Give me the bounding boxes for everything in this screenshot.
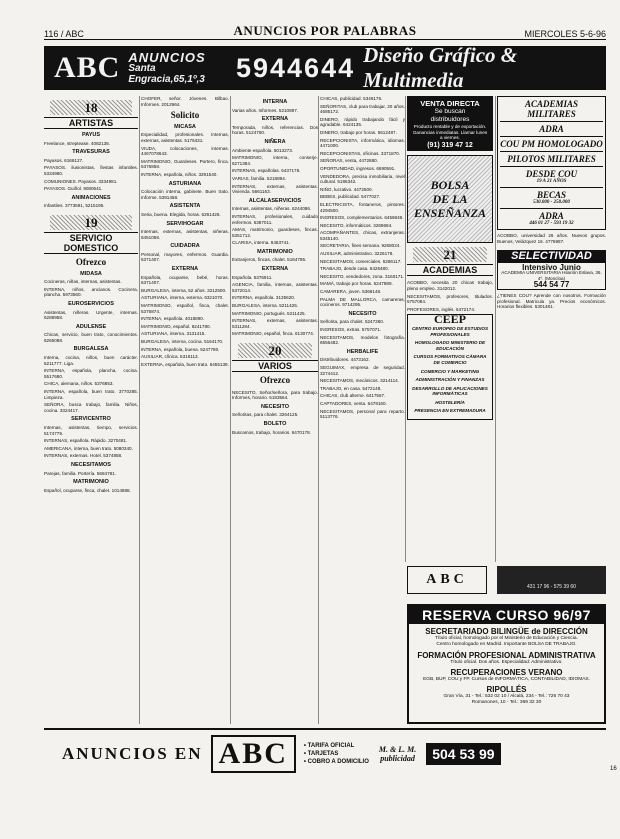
classified-item: AMAS, matrimonio, guardeses, fincas. 5351712. xyxy=(232,227,318,238)
classified-item: SEÑORA, busca trabajo, familia. Niños, cocina. 3324417. xyxy=(44,402,138,413)
classified-item: INGRESOS, extras. 5757071. xyxy=(320,327,382,332)
column-divider xyxy=(405,96,406,562)
banner-address: Santa Engracia,65,1º,3 xyxy=(128,62,205,85)
ad-line: CURSOS FORMATIVOS CÁMARA DE COMERCIO xyxy=(413,354,487,365)
section-academias xyxy=(407,247,493,276)
classified-item: VIUDA, colocaciones, internas. 4467078643. xyxy=(141,145,229,157)
column-1 xyxy=(44,96,138,495)
classified-list xyxy=(44,133,138,209)
ad-line: DESDE COU xyxy=(525,169,578,179)
classified-item: Infantiles. 3773591, 5215195. xyxy=(44,203,105,209)
classified-item: Internas, externas, asistentas, niñeras. 8451058. xyxy=(141,229,229,240)
column-divider xyxy=(495,96,496,562)
ad-subtitle: Intensivo Junio xyxy=(522,262,581,272)
category-heading: NECESITAMOS xyxy=(71,461,111,468)
classified-item: RECEPCIONISTA, informática, idiomas. 4471000. xyxy=(320,137,405,149)
ad-subtitle: Se buscan xyxy=(434,108,466,115)
classified-item: Freelance, streptease. 4082136. xyxy=(44,140,111,146)
classified-item: INTERNA, española, buen trato. 3770285. Limpieza. xyxy=(44,389,138,400)
classified-item: MATRIMONIO, Guardeses. Portero, finca. 5376858. xyxy=(141,158,229,170)
ad-text: Producto rentable y de exportación. Ganancias inmediatas. Llamar lunes a viernes. xyxy=(412,124,488,141)
classified-item: Español, ocuparse, finca, chalet. 1014888. xyxy=(44,487,131,493)
classified-item: INTERNA, niños, ancianos. Cocinera, plancha. 5973560. xyxy=(44,286,138,298)
banner-label-block xyxy=(128,49,228,85)
ad-subline: 530.000 - 250.000 xyxy=(533,200,570,205)
ad-line: HOSTELERÍA xyxy=(435,399,465,405)
category-heading: MIDASA xyxy=(80,270,102,277)
classified-item: Internas, asistentas, tiempo, servicios. 5174779. xyxy=(44,425,138,436)
ad-divider xyxy=(500,187,603,188)
classified-item: Española. 5376911. xyxy=(232,274,273,280)
classified-item: Personal, mayores, enfermos. Guardia. 6371407. xyxy=(141,251,229,263)
classified-item: NECESITAMOS, mecánicos. 3214114. xyxy=(320,378,399,384)
venta-directa-ad xyxy=(407,96,493,151)
classified-item: CHICAS, publicidad. 5346176. xyxy=(320,96,383,101)
section-servicio xyxy=(44,215,138,254)
category-heading: CUIDADRA xyxy=(170,243,200,250)
ad-heading: SECRETARIADO BILINGÜE de DIRECCIÓN xyxy=(425,627,588,636)
classified-item: MATRIMONIO, español. 6241780. xyxy=(141,323,211,329)
classified-item: NECESITAMOS, comerciales. 5286117. xyxy=(320,258,402,264)
ad-divider xyxy=(500,136,603,137)
classified-item: Temporada, niños, referencias. Dos horas. 5124760. xyxy=(232,124,318,136)
section-name: SERVICIO DOMESTICO xyxy=(44,232,138,254)
ceep-ad xyxy=(407,314,493,420)
column-4 xyxy=(320,96,405,422)
classified-list xyxy=(141,125,229,368)
category-heading: EXTERNA xyxy=(261,116,289,123)
footer-ad xyxy=(44,728,606,778)
bolsa-ad xyxy=(407,155,493,243)
classified-item: Chicas, servicio, buen trato, conocimientos. 6265088. xyxy=(44,332,138,343)
classified-item: ACOBBO, universidad 26 años. Nuevos grupos. Buenos, Velázquez 16. 4776987. xyxy=(497,233,606,244)
ad-subtitle: distribuidores xyxy=(430,116,470,123)
ad-line: COMERCIO Y MARKETING xyxy=(420,368,480,374)
classified-item: INTERNAS, externas, asistentas. 5311284. xyxy=(232,318,318,329)
bolsa-line: BOLSA xyxy=(430,178,470,193)
classified-item: INTERNAS, externas, asistentas. Vivienda. 5661163. xyxy=(232,183,318,195)
banner-brand: ABC xyxy=(54,51,121,84)
classified-item: VARIAS, familia. 5218894. xyxy=(232,175,287,181)
ad-line: DESARROLLO DE APLICACIONES INFORMÁTICAS xyxy=(412,385,488,397)
classified-item: CAMARERA, joven. 5366148. xyxy=(320,289,382,295)
classified-item: Extranjeros, fincas, chalet. 5164795. xyxy=(232,257,307,263)
ad-line: HOMOLOGADO MINISTERIO DE EDUCACIÓN xyxy=(414,340,486,351)
ad-heading: FORMACIÓN PROFESIONAL ADMINISTRATIVA xyxy=(417,650,596,660)
classified-item: DINERO, trabajo por horas. 5612487. xyxy=(320,129,397,135)
ad-line: PRESENCIA EN EXTREMADURA xyxy=(414,408,486,414)
classified-item: CLARISA, interna. 6463741. xyxy=(232,240,290,246)
ad-heading: RECUPERACIONES VERANO xyxy=(450,668,563,678)
ad-text: ACADEMIA UNIVERSITARIA Hilarión Eslava, 36. 4º. (Moncloa) xyxy=(501,270,602,281)
category-heading: ALCALASERVICIOS xyxy=(248,197,302,204)
classified-item: Señoritas, para chalet. 3264125. xyxy=(232,412,299,418)
column-divider xyxy=(139,96,140,724)
classified-item: MATRIMONIO, portugués. 5211425. xyxy=(232,310,306,316)
category-heading: EUROSERVICIOS xyxy=(68,300,114,307)
classified-item: CHICAS, club alterne. 6417567. xyxy=(320,393,386,399)
classified-item: CHOFER, señor. Jóvenes. Bilbao. Informes. 2012964. xyxy=(141,96,229,107)
classified-item: Cocineras, niñas, internas, asistentas. xyxy=(44,279,122,285)
classified-item: INTERNA, española. 4018890. xyxy=(141,316,205,322)
classified-item: Colocación interna, gabinete. Buen trato. Informe. 5391458. xyxy=(141,189,229,200)
classified-item: ELECTRICISTA, fontaneros, pintores. 4294500. xyxy=(320,201,405,213)
ofrezco-heading: Ofrezco xyxy=(259,375,291,385)
classified-item: Interna, cocina, niños, buen carácter. 5211777. Liga. xyxy=(44,355,138,366)
classified-item: PAYASOS. Guiñol. 9080641. xyxy=(44,186,103,192)
classified-item: Asistentas, niñeras. Urgente, internas. 6288958. xyxy=(44,309,138,321)
classified-item: Señorita, para chalet. 5247360. xyxy=(320,319,385,325)
classified-item: TRABAJO, desde casa. 6426480. xyxy=(320,266,389,272)
page-title: ANUNCIOS POR PALABRAS xyxy=(233,23,417,38)
classified-item: AUXILIAR, administrativo. 3226178. xyxy=(320,251,394,257)
classified-item: MATRIMONIO, español, finca. 6130774. xyxy=(232,331,315,337)
classified-item: RECEPCIONISTAS, oficinas. 3371870. xyxy=(320,150,401,156)
ad-title: ACADEMIAS MILITARES xyxy=(524,99,579,119)
section-number: 18 xyxy=(50,100,132,115)
footer-item: • TARJETAS xyxy=(303,751,339,757)
footer-text: ANUNCIOS EN xyxy=(62,744,203,763)
classified-item: INTERNAS, españolas. 6437178. xyxy=(232,168,301,174)
ofrezco-heading: Ofrezco xyxy=(75,256,107,267)
category-heading: ASISTENTA xyxy=(169,203,201,210)
classified-item: MATRIMONIO, español, finca, chalet. 5376874. xyxy=(141,303,229,314)
classified-item: Especialidad, profesionales. Internas, externas, asistentas. 5176431. xyxy=(141,132,229,143)
banner-tagline: Diseño Gráfico & Multimedia xyxy=(363,43,518,92)
classified-item: NECESITO, vendedores, zona. 3160171. xyxy=(320,273,405,279)
category-heading: ADULENSE xyxy=(75,323,107,330)
classified-item: SECRETARIA, fines semana. 9268024. xyxy=(320,243,401,249)
banner-phone: 5944644 xyxy=(235,52,356,83)
ad-text: EGB, BUP, COU y FP. Cursos de INFORMÁTICA, CONTABILIDAD, IDIOMAS. xyxy=(423,677,590,683)
category-heading: HERBALIFE xyxy=(346,348,379,355)
solicito-heading: Solicito xyxy=(170,110,200,121)
classified-item: Española, ocuparse, bebé, horas. 6371407. xyxy=(141,274,229,286)
classified-item: BURGALESA, interna, 52 años. 3212500. xyxy=(141,287,227,293)
classified-item: PALMA DE MALLORCA, camareras, cocineros. 9714295. xyxy=(320,296,405,308)
footer-item: • TARIFA OFICIAL xyxy=(303,743,355,749)
ad-line: ADRA xyxy=(539,211,564,221)
classified-item: INTERNA, española. 3135620. xyxy=(232,295,296,301)
footer-item: • COBRO A DOMICILIO xyxy=(303,759,369,765)
classified-list xyxy=(141,96,229,107)
category-heading: EXTERNA xyxy=(171,266,199,273)
ad-phone: 544 54 77 xyxy=(533,279,570,289)
venta-directa-body xyxy=(408,97,492,150)
column-5 xyxy=(407,96,493,424)
ad-line: ADRA xyxy=(539,124,564,134)
ad-title: SELECTIVIDAD xyxy=(498,251,605,263)
section-name: VARIOS xyxy=(232,360,318,372)
category-heading: ASTURIANA xyxy=(168,180,202,187)
column-2 xyxy=(141,96,229,369)
ad-brand: RIPOLLÉS xyxy=(486,685,527,695)
classified-list xyxy=(232,100,318,337)
footer-brand: ABC xyxy=(211,735,296,773)
classified-item: Varias años. Informes. 5210897. xyxy=(232,107,299,113)
agency-block xyxy=(379,745,416,763)
classified-item: VENDEDORA, precisa inmobiliaria, nivel cultural. 5186342. xyxy=(320,173,405,185)
classified-item: SEGUIMAX, empresa de seguridad. 3274412. xyxy=(320,364,405,376)
classified-item: INGRESOS, complementarios. 6456848. xyxy=(320,215,404,221)
classified-item: NECESITAMOS, profesores, titulados. 5757084. xyxy=(407,293,493,305)
classified-item: ACOMPAÑANTES, chicas, extranjeras. 5345140. xyxy=(320,230,405,241)
category-heading: NIÑERA xyxy=(264,138,286,145)
classified-item: INTERNA, española, niños. 3291540. xyxy=(141,171,218,177)
category-heading: INTERNA xyxy=(262,99,288,105)
ad-divider xyxy=(500,121,603,122)
classified-item: INTERNAS, española. Rápido. 3270481. xyxy=(44,438,128,444)
classified-item: NECESITAMOS, modelos fotografía. 6556482. xyxy=(320,334,405,346)
classified-item: Payasos. 6166127. xyxy=(44,157,84,163)
classified-item: INTERNAS, profesionales, cuidado enfermos. 5387011. xyxy=(232,213,318,225)
reserva-curso-ad xyxy=(407,604,606,724)
ad-title: VENTA DIRECTA xyxy=(420,99,480,108)
ad-text: Título oficial, homologado por el Ministerio de Educación y Ciencia. xyxy=(435,636,578,641)
category-heading: TRAVESURAS xyxy=(72,149,110,156)
classified-list xyxy=(407,280,493,312)
classified-item: NECESITO, Señor/señora, para trabajo. Informes, horario. 5183564. xyxy=(232,389,318,401)
category-heading: SERVICENTRO xyxy=(71,416,111,423)
section-name: ACADEMIAS xyxy=(407,264,493,276)
classified-item: Ambiente española. 5013273. xyxy=(232,147,294,153)
category-heading: MATRIMONIO xyxy=(257,248,293,255)
ad-line: PILOTOS MILITARES xyxy=(507,154,596,164)
ad-phone: 446 01 27 - 593 19 32 xyxy=(529,221,574,226)
classified-item: CHICA, alemana, niños. 5376853. xyxy=(44,381,114,387)
abc-ad: ABC xyxy=(407,566,487,594)
classified-item: AGENCIA, familia, internas, asistentas. 5372014. xyxy=(232,282,318,293)
ad-text: Título oficial. Dos años. Especialidad: Administrativo. xyxy=(450,659,563,665)
ad-subline: 19 A 21 AÑOS xyxy=(536,179,567,184)
banner-label: ANUNCIOS xyxy=(128,49,206,65)
academias-militares-ad xyxy=(497,96,606,230)
classified-item: Buscamos, trabajo, horarios. 6470178. xyxy=(232,429,311,435)
selectividad-ad xyxy=(497,250,606,290)
bolsa-line: ENSEÑANZA xyxy=(413,206,487,221)
agency-sub: publicidad xyxy=(380,754,415,763)
classified-item: Internas, asistentas, niñeras. 6244086. xyxy=(232,206,312,212)
ad-divider xyxy=(500,208,603,209)
classified-item: CAPTADORES, venta. 6478160. xyxy=(320,400,387,406)
ad-divider xyxy=(500,166,603,167)
page-header xyxy=(44,24,606,40)
section-number: 20 xyxy=(238,343,312,358)
ad-title: CEEP xyxy=(433,312,466,327)
category-heading: NECESITO xyxy=(260,403,289,410)
ad-title: RESERVA CURSO 96/97 xyxy=(409,606,604,624)
category-heading: PAYUS xyxy=(81,132,101,138)
classified-item: INTERNAS, externas. Hotel. 5374858. xyxy=(44,453,123,459)
footer-list xyxy=(304,742,369,766)
classified-item: PAYASOS. ilusionistas, fiestas infantiles. 5334980. xyxy=(44,165,138,176)
category-heading: BURGALESA xyxy=(73,346,109,353)
page-date: MIERCOLES 5-6-96 xyxy=(524,29,606,39)
classified-item: ASTURIANA, interna. 3131415. xyxy=(141,331,206,337)
classified-list xyxy=(232,390,318,436)
column-6 xyxy=(497,96,606,312)
classified-item: AMERICANA, interna, buen trato. 5080340. xyxy=(44,445,133,451)
section-varios xyxy=(232,343,318,372)
category-heading: MATRIMONIO xyxy=(73,479,109,486)
classified-item: INTERNA, española, buena. 5247780. xyxy=(141,346,220,352)
ad-address: Romanones, 10 - Tel.: 369 32 30 xyxy=(471,699,542,705)
classified-item: NECESITAMOS, personal para reparto. 5113776. xyxy=(320,408,405,420)
category-heading: ANIMACIONES xyxy=(71,194,111,201)
ad-line: CENTRO EUROPEO DE ESTUDIOS PROFESIONALES xyxy=(411,325,489,337)
classified-item: Seria, buena. Elegida, horas. 6261426. xyxy=(141,211,221,217)
section-name: ARTISTAS xyxy=(44,117,138,129)
bolsa-line: DE LA xyxy=(432,192,468,207)
classified-item: OPORTUNIDAD, ingresos. 6690591. xyxy=(320,165,396,171)
classified-item: MAMÁ, trabajo por horas. 5247889. xyxy=(320,281,393,287)
ad-address: Gran Vía, 31 - Tel.: 532 02 10 / Alcalá, 234 - Tel.: 726 70 43 xyxy=(443,694,570,700)
category-heading: SERVIHOGAR xyxy=(166,220,204,227)
category-heading: BOLETO xyxy=(263,420,287,427)
column-3 xyxy=(232,96,318,437)
classified-item: NECESITO, informáticos. 3269684. xyxy=(320,222,393,228)
classified-item: MATRIMONIO, interna, conserje. 6271384. xyxy=(232,155,318,166)
classified-item: SEÑORITAS, club para trabajar, 20 años. 4685172. xyxy=(320,103,405,115)
classified-item: TRABAJO, en casa. 5472148. xyxy=(320,385,382,391)
classified-item: COMUNIONES. Payasos. 3334981. xyxy=(44,178,118,184)
page-section: 116 / ABC xyxy=(44,29,84,39)
classified-item: Distribuidores. 4473162. xyxy=(320,357,370,363)
classified-item: ASTURIANA, interna, externa. 6321070. xyxy=(141,295,224,301)
classified-item: PROFESORES, inglés. 6472174. xyxy=(407,306,476,312)
classified-list xyxy=(320,96,405,308)
classified-item: ACOBBO, necesita 20 chicas trabajo, pleno empleo. 3142012. xyxy=(407,280,493,291)
section-number: 21 xyxy=(413,247,487,262)
phone-strip-ad: 431 17 96 - 575 39 60 xyxy=(497,566,606,594)
ad-text: Centro homologado en Madrid. Importante BOLSA DE TRABAJO. xyxy=(436,641,577,647)
ad-line: ADMINISTRACIÓN Y FINANZAS xyxy=(415,377,485,383)
classified-item: BEBES, publicidad. 5477027. xyxy=(320,194,381,200)
category-heading: EXTERNA xyxy=(261,266,289,273)
column-divider xyxy=(230,96,231,724)
classified-list xyxy=(44,272,138,494)
agency-name: M. & L. M. xyxy=(378,745,417,754)
classified-item: ¿TIENES COU? Aprende con nosotros. Formación profesional. Matricula ya. Precios económicos. Horarios flexibles. 5301481. xyxy=(497,293,606,310)
classified-item: DINERO, rápido trabajando fácil y agradable. 6424135. xyxy=(320,116,405,128)
footer-phone: 504 53 99 xyxy=(426,743,500,765)
category-heading: MICASA xyxy=(174,123,196,130)
classified-item: NIÑO, lucrativo. 4472500. xyxy=(320,186,373,192)
top-banner-ad xyxy=(44,43,606,92)
ad-divider xyxy=(500,151,603,152)
category-heading: NECESITO xyxy=(348,310,377,317)
classified-list xyxy=(320,312,405,420)
classified-item: AUXILIAR, clínica. 5316113. xyxy=(141,354,199,360)
ad-phone: (91) 319 47 12 xyxy=(427,141,473,149)
classified-item: SEÑORAS, venta, 4472880. xyxy=(320,158,378,164)
ad-line: BECAS xyxy=(536,190,567,200)
classified-item: EXTERNA, española, buen trato. 6455139. xyxy=(141,361,229,367)
classified-item: BURGALESA, interna, cocina. 5164170. xyxy=(141,339,224,344)
classified-item: BURGALESA, interna. 5211425. xyxy=(232,303,299,309)
classified-item: Parejas, familia. Portería. 5684781. xyxy=(44,470,117,476)
classified-item: INTERNA, española, plancha, cocina. 5517680. xyxy=(44,368,138,379)
ad-line: COU PM HOMOLOGADO xyxy=(500,139,603,149)
page-number: 16 xyxy=(610,766,617,772)
section-artistas xyxy=(44,100,138,129)
section-number: 19 xyxy=(50,215,132,230)
column-divider xyxy=(318,96,319,724)
